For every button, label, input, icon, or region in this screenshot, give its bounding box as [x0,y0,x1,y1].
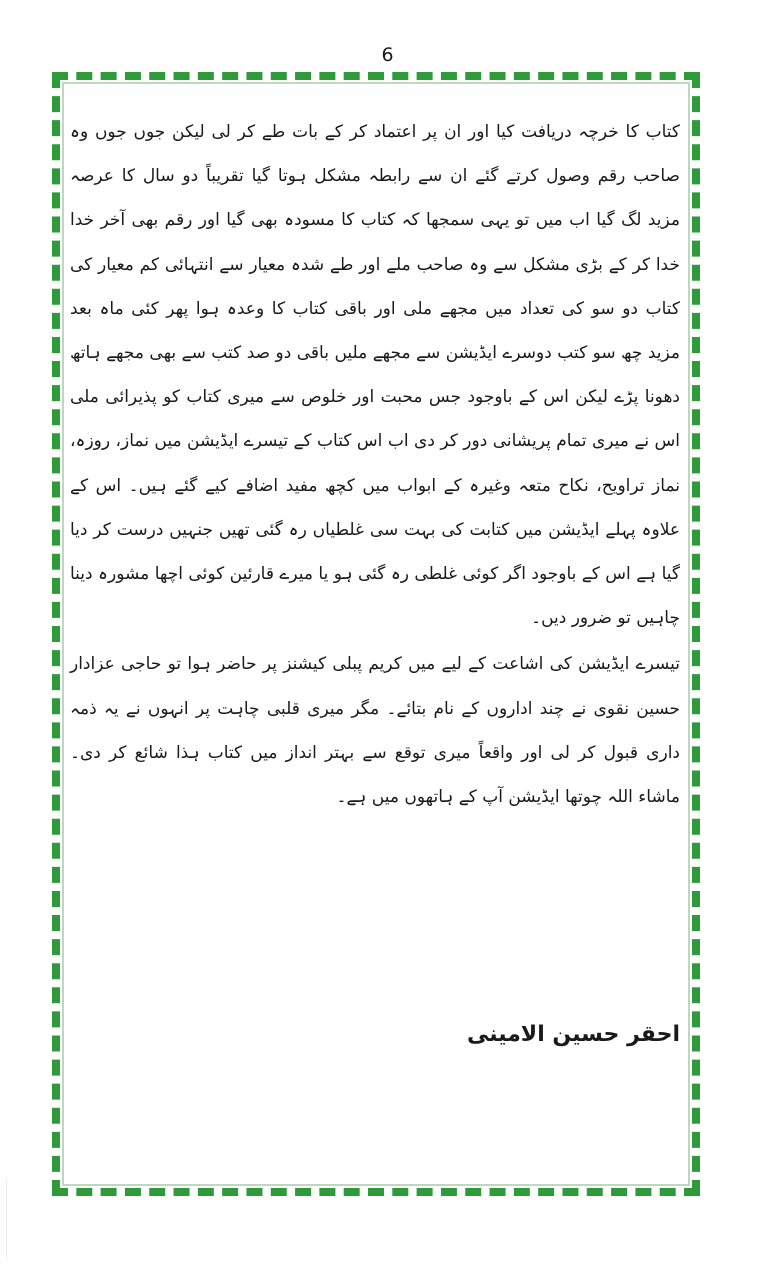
paragraph-2: تیسرے ایڈیشن کی اشاعت کے لیے میں کریم پبلی کیشنز پر حاضر ہوا تو حاجی عزادار حسین نقوی نے چند اداروں کے نام بتائے۔ مگر میری قلبی چاہت پر انہوں نے یہ ذمہ داری قبول کر لی اور واقعاً میری توقع سے بہتر انداز میں کتاب ہذا شائع کر دی۔ ماشاء اللہ چوتھا ایڈیشن آپ کے ہاتھوں میں ہے۔ [70,654,680,808]
scan-edge-marks [6,1180,37,1260]
author-signature: احقر حسین الامینی [466,1022,680,1047]
paragraph-1: کتاب کا خرچہ دریافت کیا اور ان پر اعتماد کر کے بات طے کر لی لیکن جوں جوں وہ صاحب رقم وصول کرتے گئے ان سے رابطہ مشکل ہوتا گیا تقریباً دو سال کا عرصہ مزید لگ گیا اب میں تو یہی سمجھا کہ کتاب کا مسودہ بھی گیا اور رقم بھی آخر خدا خدا کر کے بڑی مشکل سے وہ صاحب ملے اور طے شدہ معیار سے انتہائی کم معیار کی کتاب دو سو کی تعداد میں مجھے ملی اور باقی کتاب کا وعدہ ہوا پھر کئی ماہ بعد مزید چھ سو کتب دوسرے ایڈیشن سے مجھے ملیں باقی دو صد کتب سے بھی مجھے ہاتھ دھونا پڑے لیکن اس کے باوجود جس محبت اور خلوص سے میری کتاب کو پذیرائی ملی اس نے میری تمام پریشانی دور کر دی اب اس کتاب کے تیسرے ایڈیشن میں نماز، روزہ، نماز تراویح، نکاح متعہ وغیرہ کے ابواب میں کچھ مفید اضافے کیے گئے ہیں۔ اس کے علاوہ پہلے ایڈیشن میں کتابت کی بہت سی غلطیاں رہ گئی تھیں جنہیں درست کر دیا گیا ہے اس کے باوجود اگر کوئی غلطی رہ گئی ہو یا میرے قارئین کوئی اچھا مشورہ دینا چاہیں تو ضرور دیں۔ [70,122,680,629]
page-number: 6 [381,44,394,66]
body-text [70,110,680,819]
